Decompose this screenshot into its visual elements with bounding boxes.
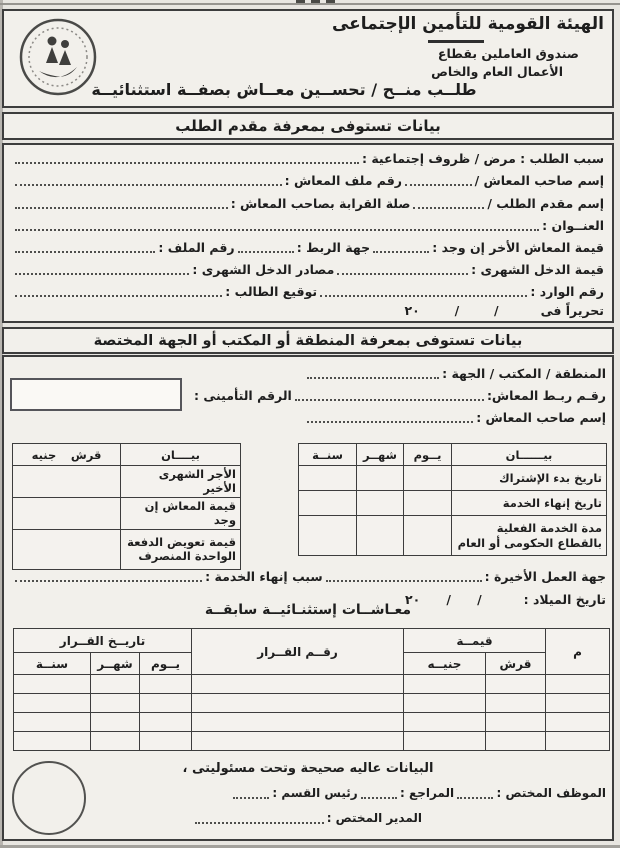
empty-cell: [140, 675, 192, 694]
label-pension-link-number: رقـم ربـط المعاش:: [486, 387, 606, 403]
empty-cell: [546, 694, 610, 713]
empty-cell: [91, 694, 140, 713]
empty-cell: [404, 491, 452, 516]
birth-date-value: / / ٢٠: [405, 592, 482, 607]
empty-cell: [486, 694, 546, 713]
empty-cell: [13, 497, 121, 529]
empty-cell: [140, 694, 192, 713]
table-row: [13, 466, 241, 498]
dotted-fill: [405, 173, 472, 186]
dates-header-day: يــوم: [404, 444, 452, 466]
prev-header-pounds: جنيــه: [404, 653, 486, 675]
row-incoming-number: [12, 284, 604, 299]
empty-cell: [299, 466, 357, 491]
label-applicant-name: إسم مقدم الطلب /: [487, 195, 604, 211]
empty-cell: [192, 732, 404, 751]
dotted-fill: [15, 240, 155, 253]
row-written-on: [12, 304, 604, 318]
insurance-number-box: [10, 378, 182, 411]
table-row: [299, 516, 607, 556]
dates-header-statement: بيــــــان: [452, 444, 607, 466]
empty-cell: [486, 713, 546, 732]
row-region-office: [304, 366, 606, 381]
prev-header-decision-date: تاريــخ القــرار: [14, 629, 192, 653]
stamp-placeholder-circle: [12, 761, 86, 835]
amounts-row-lump-sum: قيمة تعويض الدفعة الواحدة المنصرف: [121, 529, 241, 569]
empty-cell: [140, 732, 192, 751]
empty-cell: [192, 694, 404, 713]
service-dates-table: [298, 443, 607, 556]
dotted-fill: [238, 240, 294, 253]
dotted-fill: [295, 388, 484, 401]
prev-header-month: شهــر: [91, 653, 140, 675]
dotted-fill: [307, 410, 473, 423]
fund-sector-line1: صندوق العاملين بقطاع: [437, 46, 579, 61]
label-other-pension-value: قيمة المعاش الأخر إن وجد :: [432, 239, 604, 255]
empty-cell: [404, 732, 486, 751]
form-title: طلــب منــح / تحســين معــاش بصفــة استثنائيــة: [91, 80, 477, 99]
empty-cell: [486, 732, 546, 751]
empty-cell: [91, 732, 140, 751]
empty-cell: [140, 713, 192, 732]
table-row: [299, 466, 607, 491]
label-officer: الموظف المختص :: [496, 786, 606, 801]
amounts-header-statement: بيــــان: [121, 444, 241, 466]
empty-cell: [404, 713, 486, 732]
dotted-fill: [413, 196, 484, 209]
label-written-on: تحريراً فى: [540, 303, 604, 318]
header-box: [2, 9, 614, 108]
label-pensioner-name: إسم صاحب المعاش /: [474, 172, 604, 188]
prev-header-piasters: قرش: [486, 653, 546, 675]
dotted-fill: [457, 786, 493, 799]
dotted-fill: [307, 366, 439, 379]
row-pensioner-name: [12, 173, 604, 188]
table-row: [13, 497, 241, 529]
label-income-sources: مصادر الدخل الشهرى :: [192, 261, 335, 277]
empty-cell: [91, 675, 140, 694]
empty-cell: [192, 713, 404, 732]
cut-off-text-artifact: [296, 0, 335, 4]
dotted-fill: [15, 569, 202, 582]
amounts-header-currency: [13, 444, 121, 466]
org-name-underline: [428, 40, 484, 43]
dotted-fill: [195, 811, 324, 824]
row-officials: [230, 786, 606, 801]
row-address: [12, 218, 604, 233]
amounts-row-last-wage: الأجر الشهرى الأخير: [121, 466, 241, 498]
empty-cell: [404, 694, 486, 713]
dates-row-actual-service: مدة الخدمة الفعلية بالقطاع الحكومى أو العام: [452, 516, 607, 556]
table-row: [14, 732, 610, 751]
prev-header-serial: م: [546, 629, 610, 675]
label-reviewer: المراجع :: [400, 786, 455, 801]
prev-header-decision-no: رقــم القــرار: [192, 629, 404, 675]
dotted-fill: [15, 262, 189, 275]
empty-cell: [13, 529, 121, 569]
declaration-text: البيانات عاليه صحيحة وتحت مسئوليتى ،: [182, 761, 434, 776]
empty-cell: [192, 675, 404, 694]
empty-cell: [546, 732, 610, 751]
dotted-fill: [361, 786, 397, 799]
empty-cell: [404, 516, 452, 556]
fund-sector-line2: الأعمال العام والخاص: [431, 64, 563, 79]
empty-cell: [299, 491, 357, 516]
empty-cell: [14, 675, 91, 694]
section1-title: بيانات تستوفى بمعرفة مقدم الطلب: [2, 112, 614, 140]
dotted-fill: [337, 262, 468, 275]
row-other-pension: [12, 240, 604, 255]
dotted-fill: [233, 786, 269, 799]
section2-title: بيانات تستوفى بمعرفة المنطقة أو المكتب أو الجهة المختصة: [2, 327, 614, 354]
row-monthly-income: [12, 262, 604, 277]
empty-cell: [404, 675, 486, 694]
empty-cell: [486, 675, 546, 694]
label-linking-authority: جهة الربط :: [296, 239, 371, 255]
row-pensioner-name-2: [304, 410, 606, 425]
row-manager: [192, 811, 422, 826]
section2-body: [2, 355, 614, 841]
label-section-head: رئيس القسم :: [272, 786, 358, 801]
table-row: [14, 675, 610, 694]
empty-cell: [14, 713, 91, 732]
empty-cell: [546, 675, 610, 694]
amounts-header-piasters: قرش: [70, 447, 102, 462]
empty-cell: [14, 732, 91, 751]
dotted-fill: [15, 196, 228, 209]
empty-cell: [299, 516, 357, 556]
written-on-date: / / ٢٠: [404, 303, 499, 318]
dotted-fill: [320, 284, 527, 297]
table-row: [299, 491, 607, 516]
dotted-fill: [15, 218, 539, 231]
label-pensioner-name-2: إسم صاحب المعاش :: [476, 409, 606, 425]
dotted-fill: [326, 569, 482, 582]
org-name: الهيئة القومية للتأمين الإجتماعى: [331, 14, 604, 34]
previous-pensions-table: [13, 628, 610, 751]
amounts-header-pounds: جنيه: [31, 447, 57, 462]
empty-cell: [357, 516, 404, 556]
dates-header-month: شهــر: [357, 444, 404, 466]
section1-body: [2, 143, 614, 323]
label-pension-file-no: رقم ملف المعاش :: [284, 172, 402, 188]
wage-amounts-table: [12, 443, 241, 570]
table-row: [14, 694, 610, 713]
label-last-employer: جهة العمل الأخيرة :: [484, 568, 606, 584]
dates-row-service-end: تاريخ إنهاء الخدمة: [452, 491, 607, 516]
label-relationship: صلة القرابة بصاحب المعاش :: [230, 195, 411, 211]
table-row: [14, 713, 610, 732]
label-region-office: المنطقة / المكتب / الجهة :: [442, 365, 606, 381]
row-request-reason: [12, 151, 604, 166]
label-file-number: رقم الملف :: [158, 239, 235, 255]
label-address: العنــوان :: [542, 217, 604, 233]
label-termination-reason: سبب إنهاء الخدمة :: [205, 568, 323, 584]
empty-cell: [404, 466, 452, 491]
empty-cell: [14, 694, 91, 713]
dotted-fill: [373, 240, 429, 253]
label-request-reason: سبب الطلب : مرض / ظروف إجتماعية :: [361, 150, 604, 166]
dotted-fill: [15, 284, 222, 297]
label-applicant-signature: توقيع الطالب :: [225, 283, 318, 299]
label-incoming-number: رقم الوارد :: [530, 283, 604, 299]
row-applicant-name: [12, 196, 604, 211]
empty-cell: [13, 466, 121, 498]
dates-header-year: سنــة: [299, 444, 357, 466]
label-monthly-income-value: قيمة الدخل الشهرى :: [471, 261, 604, 277]
label-birth-date: تاريخ الميلاد :: [523, 592, 606, 607]
empty-cell: [357, 466, 404, 491]
empty-cell: [546, 713, 610, 732]
prev-header-day: يــوم: [140, 653, 192, 675]
dates-row-subscription-start: تاريخ بدء الإشتراك: [452, 466, 607, 491]
empty-cell: [357, 491, 404, 516]
amounts-row-pension-value: قيمة المعاش إن وجد: [121, 497, 241, 529]
table-row: [13, 529, 241, 569]
prev-header-year: سنــة: [14, 653, 91, 675]
label-manager: المدير المختص :: [326, 811, 422, 826]
row-last-employer: [12, 569, 606, 584]
dotted-fill: [15, 173, 282, 186]
label-insurance-number: الرقم التأمينى :: [194, 387, 292, 403]
dotted-fill: [15, 151, 359, 164]
prev-header-value: قيمــة: [404, 629, 546, 653]
empty-cell: [91, 713, 140, 732]
previous-pensions-title: معـاشــات إستثنـائيــة سابقــة: [204, 602, 412, 618]
